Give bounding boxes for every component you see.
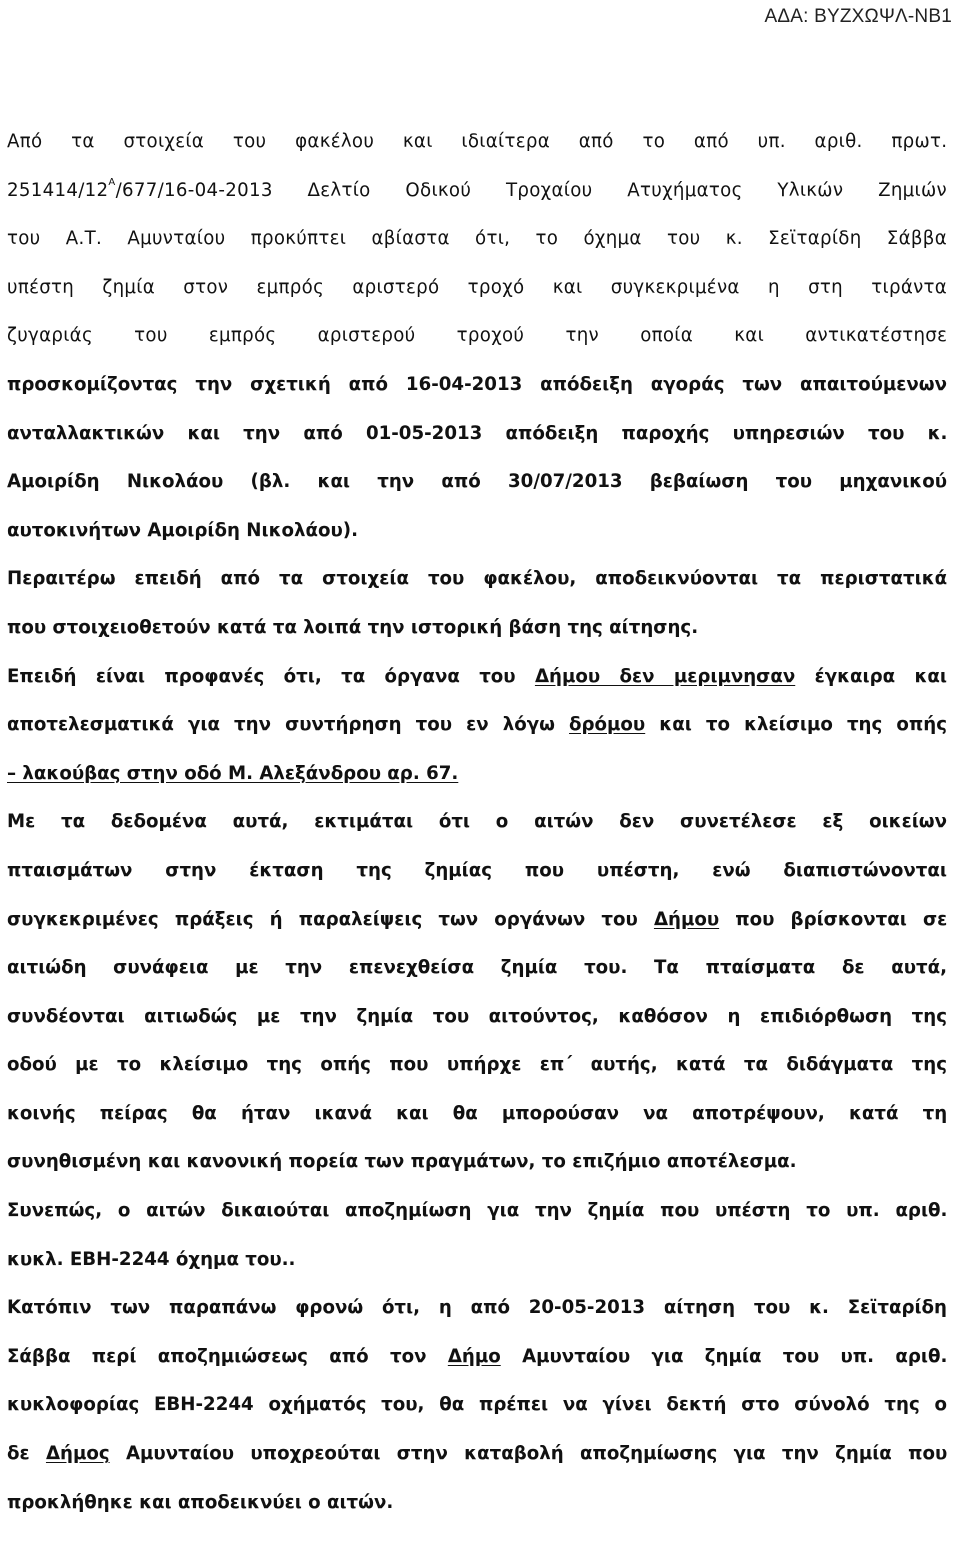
underlined-text: Δήμος [45, 1443, 110, 1465]
underlined-text: δρόμου [569, 714, 646, 736]
line-text: αυτοκινήτων Αμοιρίδη Νικολάου). [7, 519, 359, 541]
line-text: κοινής πείρας θα ήταν ικανά και θα μπορούσαν να αποτρέψουν, κατά τη [7, 1102, 948, 1124]
line-text: δε [7, 1443, 46, 1465]
text-line [7, 1090, 947, 1139]
superscript: Α [108, 176, 116, 188]
text-line [7, 167, 947, 216]
line-text: οδού με το κλείσιμο της οπής που υπήρχε επ΄ αυτής, κατά τα διδάγματα της [7, 1054, 947, 1076]
text-line [7, 1187, 947, 1236]
line-text: κυκλ. ΕΒΗ-2244 όχημα του.. [7, 1248, 296, 1270]
underlined-text: Δήμο [447, 1345, 501, 1367]
line-text: συνδέονται αιτιωδώς με την ζημία του αιτούντος, καθόσον η επιδιόρθωση της [7, 1005, 947, 1027]
text-line [7, 507, 947, 556]
line-text: προσκομίζοντας την σχετική από 16-04-2013 απόδειξη αγοράς των απαιτούμενων [7, 373, 947, 395]
line-text: του Α.Τ. Αμυνταίου προκύπτει αβίαστα ότι, το όχημα του κ. Σεϊταρίδη Σάββα [7, 228, 947, 250]
text-line [7, 896, 947, 945]
line-text: έγκαιρα και [795, 665, 947, 687]
text-line [7, 847, 947, 896]
text-line [7, 1041, 947, 1090]
line-text: υπέστη ζημία στον εμπρός αριστερό τροχό και συγκεκριμένα η στη τιράντα [7, 276, 948, 298]
line-text: Αμοιρίδη Νικολάου (βλ. και την από 30/07/2013 βεβαίωση του μηχανικού [7, 471, 947, 493]
line-text: /677/16-04-2013 Δελτίο Οδικού Τροχαίου Ατυχήματος Υλικών Ζημιών [115, 179, 947, 201]
text-line [7, 410, 947, 459]
line-text: και το κλείσιμο της οπής [645, 714, 947, 736]
line-text: Περαιτέρω επειδή από τα στοιχεία του φακέλου, αποδεικνύονται τα περιστατικά [7, 568, 948, 590]
text-line [7, 944, 947, 993]
line-text: ζυγαριάς του εμπρός αριστερού τροχού την οποία και αντικατέστησε [7, 325, 948, 347]
text-line [7, 993, 947, 1042]
line-text: αιτιώδη συνάφεια με την επενεχθείσα ζημία του. Τα πταίσματα δε αυτά, [7, 957, 947, 979]
line-text: Επειδή είναι προφανές ότι, τα όργανα του [7, 665, 535, 687]
text-line [7, 361, 947, 410]
line-text: Συνεπώς, ο αιτών δικαιούται αποζημίωση για την ζημία που υπέστη το υπ. αριθ. [7, 1200, 948, 1222]
document-body [7, 118, 947, 1527]
text-line [7, 458, 947, 507]
text-line [7, 604, 947, 653]
text-line [7, 264, 947, 313]
text-line [7, 653, 947, 702]
line-text: Αμυνταίου υποχρεούται στην καταβολή αποζημίωσης για την ζημία που [109, 1443, 948, 1465]
line-text: συνηθισμένη και κανονική πορεία των πραγμάτων, το επιζήμιο αποτέλεσμα. [7, 1151, 797, 1173]
text-line [7, 1333, 947, 1382]
line-text: κυκλοφορίας ΕΒΗ-2244 οχήματός του, θα πρέπει να γίνει δεκτή στο σύνολό της ο [7, 1394, 947, 1416]
line-text: προκλήθηκε και αποδεικνύει ο αιτών. [7, 1491, 394, 1513]
line-text: συγκεκριμένες πράξεις ή παραλείψεις των οργάνων του [7, 908, 654, 930]
text-line [7, 1284, 947, 1333]
line-text: πταισμάτων στην έκταση της ζημίας που υπέστη, ενώ διαπιστώνονται [7, 859, 947, 881]
text-line [7, 118, 947, 167]
line-text: που βρίσκονται σε [719, 908, 948, 930]
text-line [7, 1479, 947, 1528]
text-line [7, 555, 947, 604]
line-text: ανταλλακτικών και την από 01-05-2013 απόδειξη παροχής υπηρεσιών του κ. [7, 422, 948, 444]
line-text: 251414/12 [7, 179, 109, 201]
underlined-text: – λακούβας στην οδό Μ. Αλεξάνδρου αρ. 67. [7, 762, 459, 784]
text-line [7, 215, 947, 264]
text-line [7, 1430, 947, 1479]
text-line [7, 1138, 947, 1187]
text-line [7, 1381, 947, 1430]
line-text: Κατόπιν των παραπάνω φρονώ ότι, η από 20-05-2013 αίτηση του κ. Σεϊταρίδη [7, 1297, 947, 1319]
line-text: Από τα στοιχεία του φακέλου και ιδιαίτερα από το από υπ. αριθ. πρωτ. [7, 131, 948, 152]
underlined-text: Δήμου [653, 908, 720, 930]
text-line [7, 798, 947, 847]
line-text: Με τα δεδομένα αυτά, εκτιμάται ότι ο αιτών δεν συνετέλεσε εξ οικείων [7, 811, 947, 833]
text-line [7, 750, 947, 799]
line-text: που στοιχειοθετούν κατά τα λοιπά την ιστορική βάση της αίτησης. [7, 616, 699, 638]
ada-code: ΑΔΑ: ΒΥΖΧΩΨΛ-ΝΒ1 [764, 6, 952, 27]
text-line [7, 1236, 947, 1285]
line-text: Αμυνταίου για ζημία του υπ. αριθ. [500, 1345, 948, 1367]
underlined-text: Δήμου δεν μεριμνησαν [534, 665, 796, 687]
text-line [7, 701, 947, 750]
text-line [7, 312, 947, 361]
line-text: αποτελεσματικά για την συντήρηση του εν λόγω [7, 714, 570, 736]
line-text: Σάββα περί αποζημιώσεως από τον [7, 1345, 448, 1367]
